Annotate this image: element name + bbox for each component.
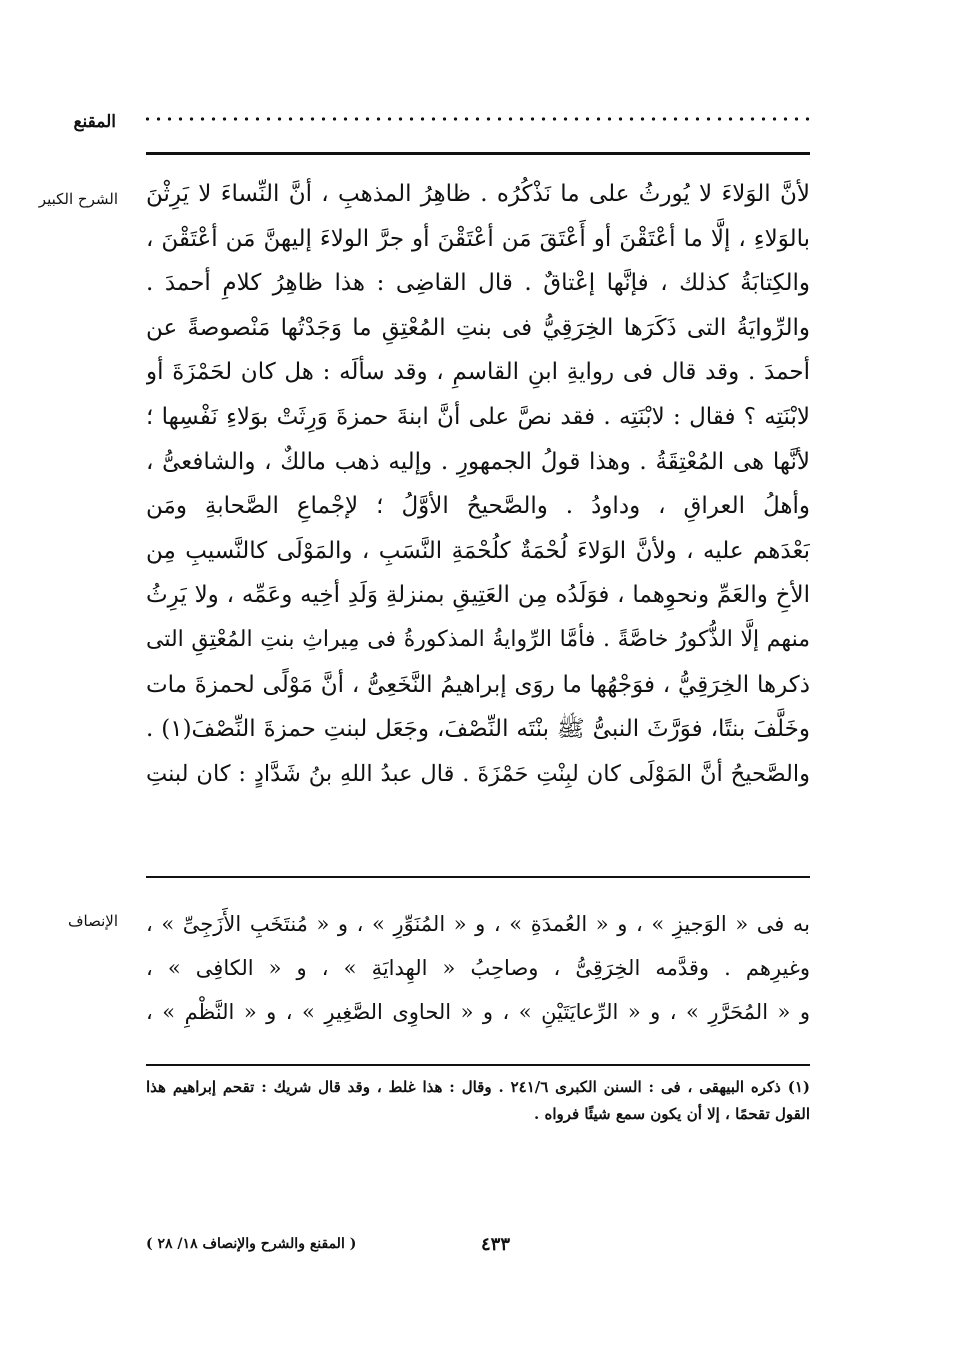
margin-label-insaf: الإنصاف [67, 912, 118, 930]
insaf-line: وغيرِهم . وقدَّمه الخِرَقِىُّ ، وصاحِبُ « الهِدايَةِ » ، و « الكافِى » ، [146, 956, 810, 980]
page-number: ٤٣٣ [480, 1234, 510, 1255]
sharh-line: ذكرها الخِرَقِيُّ ، فوَجْهُها ما روَى إبراهيمُ النَّخَعِىُّ ، أنَّ مَوْلًى لحمزةَ مات [146, 671, 810, 698]
sharh-text-block [146, 172, 810, 796]
page-footer [146, 1234, 810, 1260]
header-rule [146, 152, 810, 155]
header-dotted-leader [142, 116, 810, 122]
sharh-line: لأنَّ الوَلاءَ لا يُورثُ على ما نَذْكُرُه . ظاهِرُ المذهبِ ، أنَّ النِّساءَ لا يَرِثْنَ [146, 181, 810, 207]
footnote-divider [146, 1064, 810, 1066]
running-title: المقنع [73, 112, 116, 132]
footnote-line: (١) ذكره البيهقى ، فى : السنن الكبرى ٢٤١/٦ . وقال : هذا غلط ، وقد قال شريك : تقحم إبراهيم هذا [146, 1078, 810, 1096]
footnotes-block [146, 1074, 810, 1128]
footnote-line: القول تقحمًا ، إلا أن يكون سمع شيئًا فرواه . [534, 1105, 810, 1123]
insaf-text-block [146, 902, 810, 1034]
sharh-line: وخَلَّفَ بنتًا، فوَرَّثَ النبىُّ ﷺ بنْتَه النِّصْفَ، وجَعَل لبنتِ حمزةَ النِّصْفَ(١) . [146, 716, 810, 743]
sharh-line: والكِتابَةُ كذلك ، فإنَّها إعْتاقٌ . قال القاضِى : هذا ظاهِرُ كلامِ أحمدَ . [146, 270, 810, 297]
section-divider [146, 876, 810, 878]
sharh-line: لأنَّها هى المُعْتِقَةُ . وهذا قولُ الجمهورِ . وإليه ذهب مالكٌ ، والشافعىُّ ، [146, 448, 810, 475]
sharh-line: منهم إلَّا الذُّكورُ خاصَّةً . فأمَّا الرِّوايةُ المذكورةُ فى مِيراثِ بنتِ المُعْتِقِ التى [146, 626, 810, 652]
sharh-line: بالوَلاءِ ، إلَّا ما أعْتَقْنَ أو أَعْتَقَ مَن أعْتَقْنَ أو جرَّ الولاءَ إليهنَّ مَن أعْتَقْنَ ، [146, 225, 810, 252]
sharh-line: أحمدَ . وقد قال فى روايةِ ابنِ القاسمِ ، وقد سألَه : هل كان لحَمْزَةَ أو [146, 359, 810, 386]
sharh-line: والصَّحيحُ أنَّ المَوْلَى كان لبِنْتِ حَمْزَةَ . قال عبدُ اللهِ بنُ شَدَّادٍ : كان لبنتِ [146, 760, 810, 787]
margin-label-sharh: الشرح الكبير [38, 190, 118, 208]
sharh-line: لابْنَتِه ؟ فقال : لابْنَتِه . فقد نصَّ على أنَّ ابنةَ حمزةَ وَرِثَتْ بوَلاءِ نَفْسِها ؛ [146, 403, 810, 430]
insaf-line: به فى « الوَجيزِ » ، و « العُمدَةِ » ، و « المُنَوِّرِ » ، و « مُنتَخَبِ الأَزَجِىِّ » ، [146, 912, 810, 936]
sharh-line: الأخِ والعَمِّ ونحوِهما ، فوَلَدُه مِن العَتِيقِ بمنزلةِ وَلَدِ أخِيه وعَمِّه ، ولا يَرِثُ [146, 582, 810, 609]
sharh-line: بَعْدَهم عليه ، ولأنَّ الوَلاءَ لُحْمَةٌ كلُحْمَةِ النَّسَبِ ، والمَوْلَى كالنَّسيبِ مِن [146, 537, 810, 564]
volume-reference: ( المقنع والشرح والإنصاف ١٨/ ٢٨ ) [146, 1236, 357, 1252]
sharh-line: وأهلُ العراقِ ، وداودُ . والصَّحيحُ الأوَّلُ ؛ لإجْماعِ الصَّحابةِ ومَن [146, 493, 810, 520]
sharh-line: والرِّوايَةُ التى ذَكَرَها الخِرَقِيُّ فى بنتِ المُعْتِقِ ما وَجَدْتُها مَنْصوصةً عن [146, 314, 810, 341]
insaf-line: و « المُحَرَّرِ » ، و « الرِّعايَتَيْنِ » ، و « الحاوِى الصَّغِيرِ » ، و « النَّظْمِ » ، [146, 1000, 810, 1024]
